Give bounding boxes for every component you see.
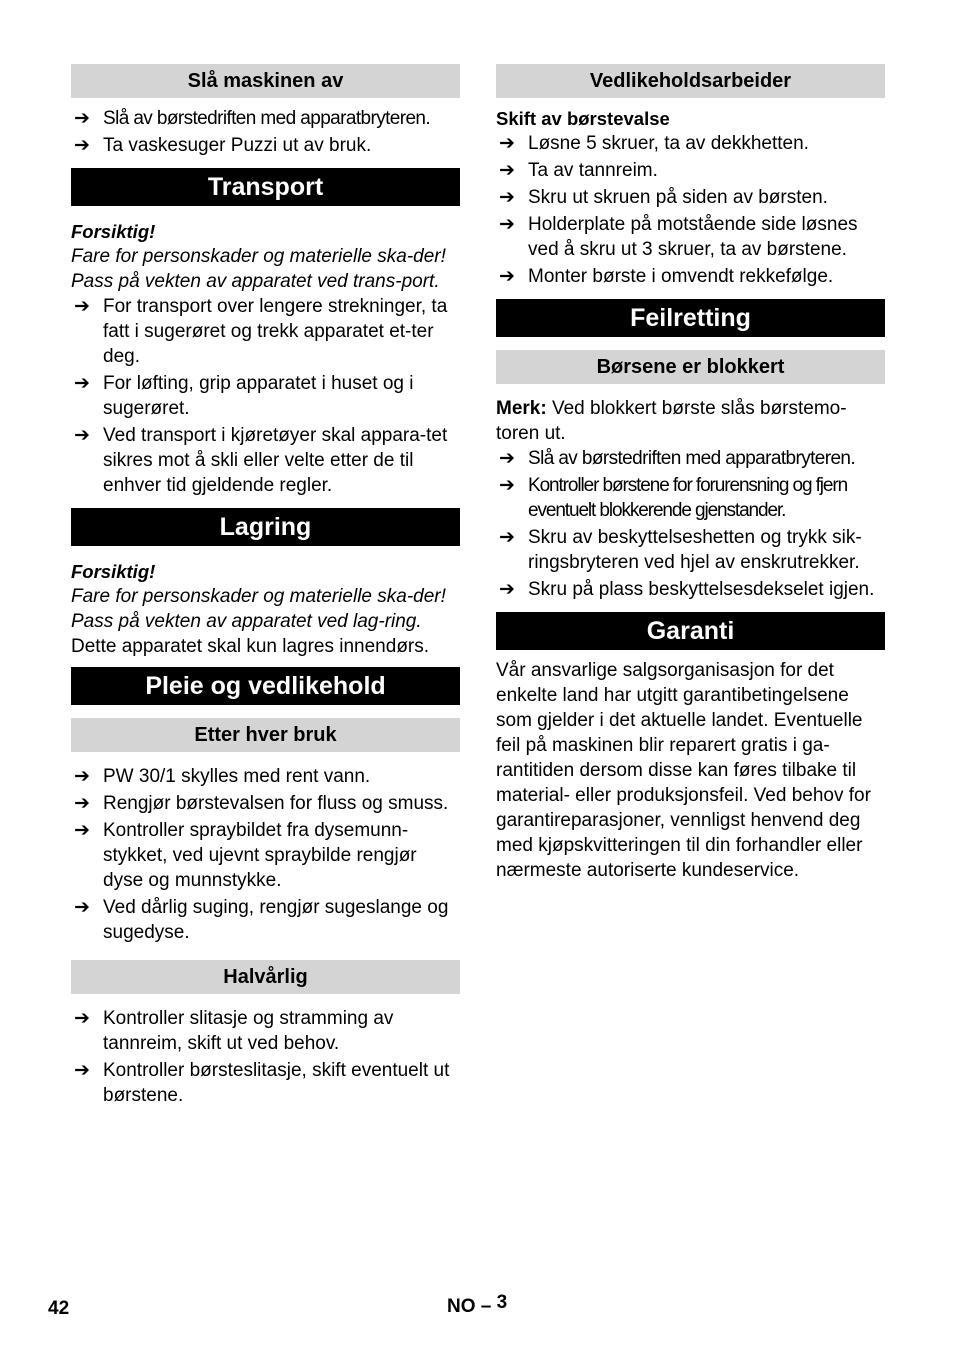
arrow-right-icon: ➔ <box>499 187 515 208</box>
arrow-right-icon: ➔ <box>74 897 90 918</box>
warning-title: Forsiktig! <box>71 561 156 582</box>
note-label: Merk: <box>496 398 547 419</box>
arrow-right-icon: ➔ <box>499 160 515 181</box>
left-column <box>71 64 460 1110</box>
list-item: ➔ For løfting, grip apparatet i huset og i sugerøret. <box>74 373 414 419</box>
arrow-right-icon: ➔ <box>499 214 515 235</box>
arrow-right-icon: ➔ <box>74 373 90 394</box>
list-item: ➔ PW 30/1 skylles med rent vann. <box>74 766 371 787</box>
chapter-heading-warranty: Garanti <box>496 612 885 650</box>
note-text: Ved blokkert børste slås børstemo-toren ut. <box>496 398 847 444</box>
arrow-right-icon: ➔ <box>499 266 515 287</box>
list-item: ➔ Ved transport i kjøretøyer skal appara-tet sikres mot å skli eller velte etter de til enhver tid gjeldende regler. <box>74 425 448 496</box>
warning-text: Fare for personskader og materielle ska-der! Pass på vekten av apparatet ved trans-port. <box>71 246 446 292</box>
list-item: ➔ Kontroller slitasje og stramming av tannreim, skift ut ved behov. <box>74 1008 394 1054</box>
arrow-right-icon: ➔ <box>499 448 515 469</box>
section-heading-half-yearly: Halvårlig <box>71 960 460 994</box>
footer-dash: – <box>475 1296 497 1317</box>
list-item: ➔ For transport over lengere strekninger, ta fatt i sugerøret og trekk apparatet et-ter deg. <box>74 296 448 367</box>
warranty-text: Vår ansvarlige salgsorganisasjon for det enkelte land har utgitt garantibetingelsene som gjelder i det aktuelle landet. Eventuelle feil på maskinen blir reparert gratis i ga-rantitiden dersom disse kan føres tilbake til material- eller produksjonsfeil. Ved behov for garantireparasjoner, vennligst henvend deg med kjøpskvitteringen til din forhandler eller nærmeste autoriserte kundeservice. <box>496 660 871 881</box>
list-item: ➔ Slå av børstedriften med apparatbryteren. <box>74 108 431 129</box>
footer-section-page: 3 <box>496 1292 508 1313</box>
arrow-right-icon: ➔ <box>74 1008 90 1029</box>
chapter-heading-care: Pleie og vedlikehold <box>71 667 460 705</box>
right-column <box>496 64 885 883</box>
arrow-right-icon: ➔ <box>74 793 90 814</box>
arrow-right-icon: ➔ <box>499 527 515 548</box>
list-item: ➔ Ved dårlig suging, rengjør sugeslange og sugedyse. <box>74 897 449 943</box>
list-item: ➔ Ta vaskesuger Puzzi ut av bruk. <box>74 135 372 156</box>
arrow-right-icon: ➔ <box>74 296 90 317</box>
note-paragraph <box>496 396 885 446</box>
chapter-heading-storage: Lagring <box>71 508 460 546</box>
footer-lang: NO <box>447 1296 476 1317</box>
arrow-right-icon: ➔ <box>499 475 514 496</box>
arrow-right-icon: ➔ <box>74 135 90 156</box>
chapter-heading-troubleshooting: Feilretting <box>496 299 885 337</box>
list-item: ➔ Skru av beskyttelseshetten og trykk sik-ringsbryteren ved hjel av enskrutrekker. <box>499 527 862 573</box>
list-item: ➔ Kontroller børsteslitasje, skift eventuelt ut børstene. <box>74 1060 450 1106</box>
brush-roller-steps <box>496 131 885 289</box>
arrow-right-icon: ➔ <box>74 108 90 129</box>
footer-section-label <box>447 1292 508 1318</box>
section-heading-brushes-blocked: Børsene er blokkert <box>496 350 885 384</box>
switch-off-steps <box>71 106 460 158</box>
arrow-right-icon: ➔ <box>74 425 90 446</box>
half-yearly-steps <box>71 1006 460 1108</box>
arrow-right-icon: ➔ <box>74 1060 90 1081</box>
list-item: ➔ Kontroller spraybildet fra dysemunn-stykket, ved ujevnt spraybilde rengjør dyse og munnstykke. <box>74 820 417 891</box>
troubleshooting-steps <box>496 446 885 602</box>
section-heading-maintenance-work: Vedlikeholdsarbeider <box>496 64 885 98</box>
section-heading-switch-off: Slå maskinen av <box>71 64 460 98</box>
arrow-right-icon: ➔ <box>499 579 515 600</box>
warning-text: Fare for personskader og materielle ska-der! Pass på vekten av apparatet ved lag-ring. <box>71 586 446 632</box>
transport-steps <box>71 294 460 498</box>
arrow-right-icon: ➔ <box>74 820 90 841</box>
list-item: ➔ Holderplate på motstående side løsnes ved å skru ut 3 skruer, ta av børstene. <box>499 214 858 260</box>
list-item: ➔ Ta av tannreim. <box>499 160 658 181</box>
section-heading-after-use: Etter hver bruk <box>71 718 460 752</box>
chapter-heading-transport: Transport <box>71 168 460 206</box>
subheading-replace-brush-roller: Skift av børstevalse <box>496 108 670 129</box>
arrow-right-icon: ➔ <box>499 133 515 154</box>
list-item: ➔ Skru ut skruen på siden av børsten. <box>499 187 828 208</box>
list-item: ➔ Kontroller børstene for forurensning og fjern eventuelt blokkerende gjenstander. <box>499 475 848 521</box>
arrow-right-icon: ➔ <box>74 766 90 787</box>
list-item: ➔ Skru på plass beskyttelsesdekselet igjen. <box>499 579 875 600</box>
warning-title: Forsiktig! <box>71 221 156 242</box>
list-item: ➔ Monter børste i omvendt rekkefølge. <box>499 266 834 287</box>
list-item: ➔ Løsne 5 skruer, ta av dekkhetten. <box>499 133 809 154</box>
list-item: ➔ Slå av børstedriften med apparatbryteren. <box>499 448 856 469</box>
list-item: ➔ Rengjør børstevalsen for fluss og smuss. <box>74 793 449 814</box>
after-use-steps <box>71 764 460 945</box>
page-number: 42 <box>48 1298 70 1319</box>
storage-note: Dette apparatet skal kun lagres innendørs. <box>71 636 430 657</box>
